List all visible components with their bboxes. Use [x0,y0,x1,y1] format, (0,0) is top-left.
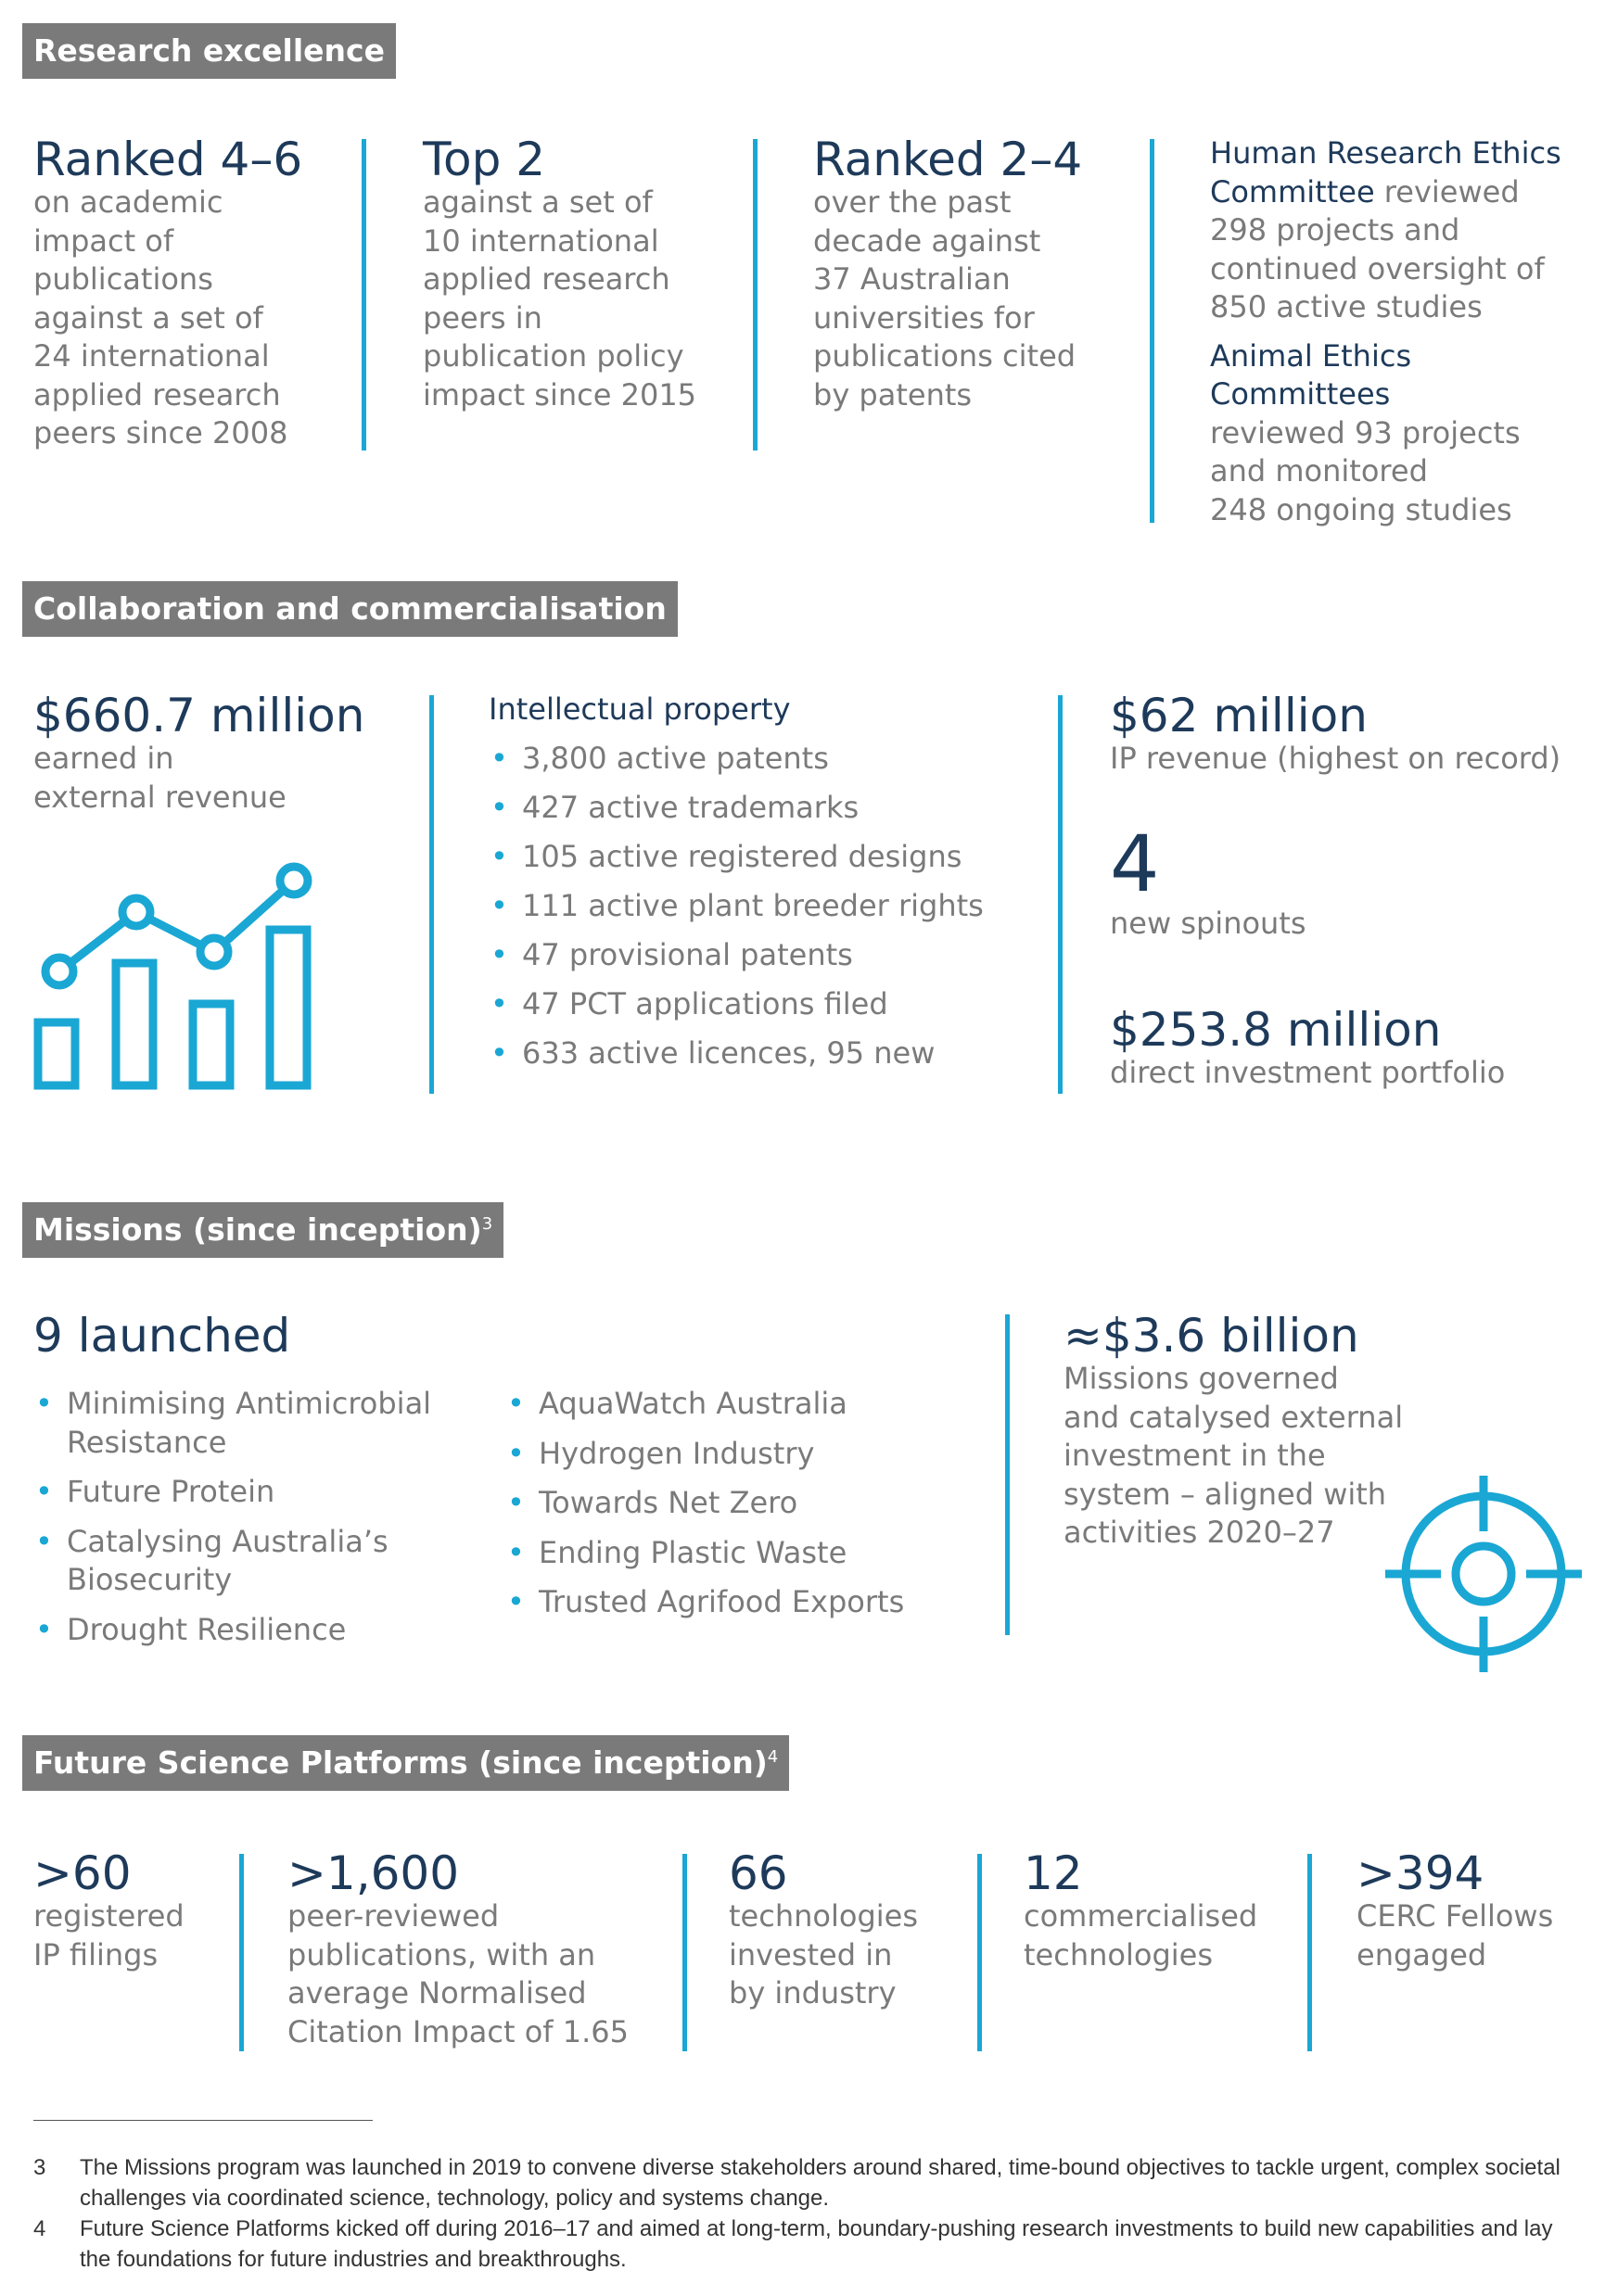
stat-policy-impact [423,135,696,414]
stat-value: ≈$3.6 billion [1064,1309,1359,1363]
stat-value: Top 2 [423,133,546,186]
list-item: • Ending Plastic Waste [505,1534,950,1573]
hrec-title: Human Research Ethics [1210,135,1561,171]
section-heading-fsp: Future Science Platforms (since inception)$^4$ [22,1735,789,1791]
stat-cerc-fellows [1357,1846,1554,1974]
ip-list [489,740,984,1073]
stat-description: CERC Fellows engaged [1357,1898,1554,1973]
section-heading-missions: Missions (since inception)$^3$ [22,1202,503,1258]
stat-value: 12 [1024,1846,1083,1900]
stat-value: 4 [1110,818,1160,909]
stat-value: 66 [729,1846,788,1900]
stat-commercialised-technologies [1024,1846,1258,1974]
list-item: • 47 PCT applications filed [489,985,984,1024]
list-item: • Trusted Agrifood Exports [505,1583,950,1622]
list-item: • 47 provisional patents [489,936,984,975]
stat-value: Ranked 4–6 [33,133,303,186]
divider [239,1854,244,2051]
missions-list-left [33,1385,469,1660]
section-heading-research: Research excellence [22,23,396,79]
aec-title: Animal Ethics [1210,337,1412,374]
stat-technologies-invested [729,1846,918,2013]
list-item: • 105 active registered designs [489,838,984,877]
list-item: • Future Protein [33,1473,469,1512]
list-item: • AquaWatch Australia [505,1385,950,1424]
list-item: • Catalysing Australia’s Biosecurity [33,1523,469,1600]
stat-academic-impact [33,135,302,453]
stat-value: $660.7 million [33,689,365,742]
list-item: • 111 active plant breeder rights [489,887,984,926]
stat-description: direct investment portfolio [1110,1055,1506,1090]
stat-value: >394 [1357,1846,1484,1900]
stat-ip-revenue [1110,691,1560,779]
stat-value: >1,600 [287,1846,460,1900]
divider [362,139,366,450]
stat-description: commercialised technologies [1024,1898,1258,1973]
missions-launched: 9 launched [33,1309,291,1363]
stat-description: earned in external revenue [33,741,287,815]
stat-value: $253.8 million [1110,1003,1442,1057]
bar-line-growth-icon [28,848,325,1098]
stat-value: $62 million [1110,689,1368,742]
stat-investment-portfolio [1110,1003,1506,1093]
list-item: • Hydrogen Industry [505,1435,950,1474]
ip-title: Intellectual property [489,691,791,727]
footnote-3: 3 The Missions program was launched in 2019 to convene diverse stakeholders around shared, time-bound objectives to tackle urgent, complex societal challenges via coordinated science, technology, policy and systems change. [33,2155,1560,2211]
divider [682,1854,687,2051]
list-item: • Towards Net Zero [505,1484,950,1523]
ethics-committees: Human Research Ethics Committee reviewed 298 projects and continued oversight of 850 active studies Animal Ethics Committees reviewed 93 projects and monitored 248 ongoing studies [1210,135,1561,527]
list-item: • 3,800 active patents [489,740,984,779]
section-heading-collaboration: Collaboration and commercialisation [22,581,678,637]
stat-description: against a set of 10 international applied research peers in publication policy impact since 2015 [423,184,697,412]
divider [1058,695,1063,1094]
stat-spinouts [1110,818,1306,944]
stat-description: peer-reviewed publications, with an average Normalised Citation Impact of 1.65 [287,1898,629,2049]
list-item: • 427 active trademarks [489,789,984,828]
stat-description: IP revenue (highest on record) [1110,741,1561,776]
list-item: • Drought Resilience [33,1611,469,1650]
intellectual-property-block [489,691,984,1084]
stat-description: new spinouts [1110,906,1306,941]
stat-description: Missions governed and catalysed external investment in the system – aligned with activities 2020–27 [1064,1361,1404,1550]
stat-description: technologies invested in by industry [729,1898,918,2011]
stat-value: >60 [33,1846,132,1900]
list-item: • 633 active licences, 95 new [489,1034,984,1073]
missions-list-right [505,1385,950,1633]
hrec-title-cont: Committee [1210,173,1375,209]
footnote-4: 4 Future Science Platforms kicked off during 2016–17 and aimed at long-term, boundary-pushing research investments to build new capabilities and lay the foundations for future industries and breakthroughs. [33,2216,1553,2272]
footnote-rule [33,2120,373,2121]
divider [977,1854,982,2051]
stat-description: over the past decade against 37 Australian universities for publications cited by patents [813,184,1076,412]
stat-ip-filings [33,1846,185,1974]
divider [429,695,434,1094]
stat-value: Ranked 2–4 [813,133,1083,186]
stat-patent-citations [813,135,1082,414]
stat-description: on academic impact of publications against a set of 24 international applied research peers since 2008 [33,184,288,450]
divider [1150,139,1154,523]
stat-external-revenue [33,691,364,817]
divider [753,139,758,450]
stat-description: registered IP filings [33,1898,185,1973]
divider [1005,1314,1010,1635]
stat-publications [287,1846,629,2051]
list-item: • Minimising Antimicrobial Resistance [33,1385,469,1462]
divider [1307,1854,1312,2051]
target-crosshair-icon [1382,1472,1586,1676]
stat-missions-investment [1064,1309,1404,1553]
